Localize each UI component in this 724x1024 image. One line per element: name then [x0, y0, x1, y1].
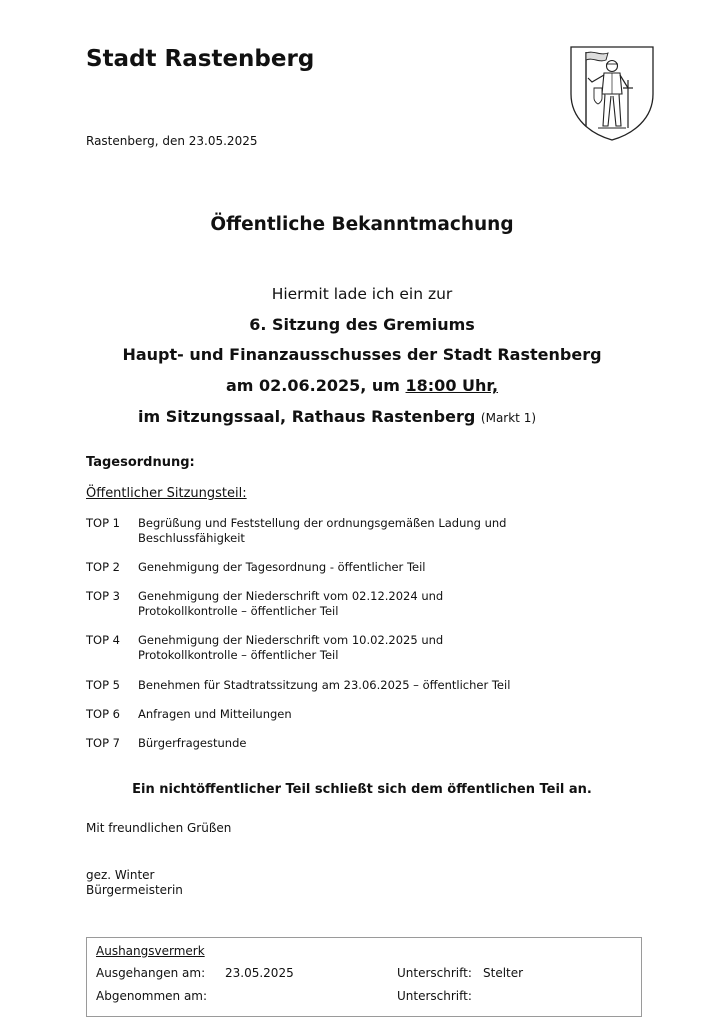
knight-coat-of-arms-icon — [568, 44, 656, 142]
agenda-item-text: Begrüßung und Feststellung der ordnungsgemäßen Ladung und Beschlussfähigkeit — [138, 516, 507, 545]
signature-label: Unterschrift: — [397, 966, 472, 980]
session-time: 18:00 Uhr, — [405, 376, 499, 395]
agenda-item-number: TOP 6 — [86, 707, 120, 721]
agenda-item-text: Bürgerfragestunde — [138, 736, 247, 750]
agenda-item-number: TOP 2 — [86, 560, 120, 574]
committee-name: Haupt- und Finanzausschusses der Stadt Rastenberg — [122, 345, 602, 364]
posted-label: Ausgehangen am: — [96, 966, 206, 980]
invitation-text: Hiermit lade ich ein zur — [271, 285, 453, 303]
agenda-item — [86, 589, 546, 633]
public-part-heading: Öffentlicher Sitzungsteil: — [86, 486, 247, 501]
greeting: Mit freundlichen Grüßen — [86, 821, 232, 835]
signature-role: Bürgermeisterin — [86, 883, 183, 897]
location-note: (Markt 1) — [480, 411, 537, 425]
session-date: am 02.06.2025, um — [225, 376, 406, 395]
location-text: im Sitzungssaal, Rathaus Rastenberg — [138, 407, 476, 426]
signature-name: gez. Winter — [86, 868, 155, 882]
posting-note-title: Aushangsvermerk — [96, 944, 205, 958]
agenda-item-text: Benehmen für Stadtratssitzung am 23.06.2025 – öffentlicher Teil — [138, 678, 511, 692]
removed-label: Abgenommen am: — [96, 989, 208, 1003]
session-location — [138, 407, 536, 426]
agenda-item-number: TOP 7 — [86, 736, 120, 750]
agenda-item — [86, 707, 546, 736]
agenda-item — [86, 516, 546, 560]
closing-statement: Ein nichtöffentlicher Teil schließt sich dem öffentlichen Teil an. — [132, 782, 592, 797]
agenda-item — [86, 736, 546, 765]
agenda-item-number: TOP 4 — [86, 633, 120, 647]
agenda-item-text: Genehmigung der Niederschrift vom 10.02.2025 und Protokollkontrolle – öffentlicher Teil — [138, 633, 444, 662]
agenda-item-number: TOP 3 — [86, 589, 120, 603]
agenda-list — [86, 516, 546, 765]
posting-note-box — [86, 937, 642, 1017]
agenda-item-text: Anfragen und Mitteilungen — [138, 707, 292, 721]
signature-label: Unterschrift: — [397, 989, 472, 1003]
agenda-item — [86, 560, 546, 589]
agenda-item — [86, 633, 546, 678]
signature-value: Stelter — [483, 966, 524, 980]
date-line: Rastenberg, den 23.05.2025 — [86, 134, 258, 148]
agenda-item-number: TOP 5 — [86, 678, 120, 692]
agenda-item-text: Genehmigung der Tagesordnung - öffentlicher Teil — [138, 560, 426, 574]
session-title: 6. Sitzung des Gremiums — [249, 315, 475, 334]
notice-heading: Öffentliche Bekanntmachung — [210, 214, 514, 235]
page-title: Stadt Rastenberg — [86, 46, 315, 72]
signature-block — [86, 868, 183, 898]
agenda-item-number: TOP 1 — [86, 516, 120, 530]
agenda-item-text: Genehmigung der Niederschrift vom 02.12.2024 und Protokollkontrolle – öffentlicher Teil — [138, 589, 444, 618]
posted-date: 23.05.2025 — [225, 966, 294, 980]
agenda-item — [86, 678, 546, 707]
session-datetime — [0, 376, 724, 395]
agenda-heading: Tagesordnung: — [86, 455, 195, 470]
